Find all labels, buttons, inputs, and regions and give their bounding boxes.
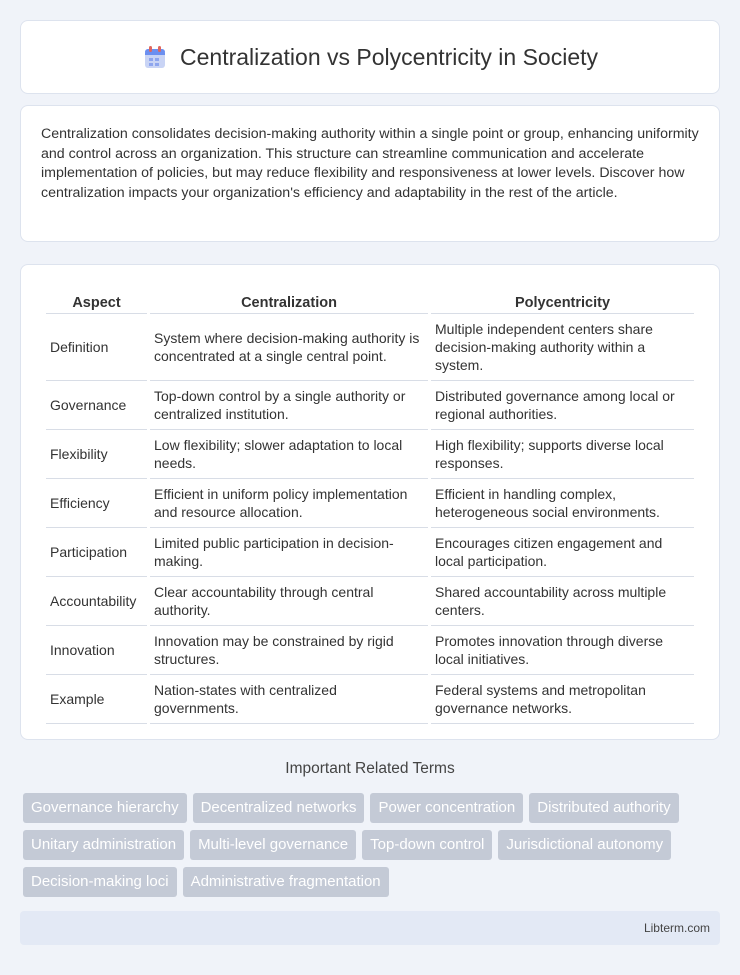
header-card: [20, 20, 720, 94]
polycentricity-cell: High flexibility; supports diverse local responses.: [431, 430, 694, 479]
centralization-cell: Nation-states with centralized governments.: [150, 675, 428, 724]
tag-row: [23, 793, 723, 823]
centralization-cell: System where decision-making authority is concentrated at a single central point.: [150, 314, 428, 381]
table-row: [46, 626, 694, 675]
table-row: [46, 577, 694, 626]
related-terms-list: [23, 793, 723, 904]
polycentricity-cell: Multiple independent centers share decision-making authority within a system.: [431, 314, 694, 381]
related-term-tag[interactable]: Decentralized networks: [193, 793, 365, 823]
aspect-cell: Participation: [46, 528, 147, 577]
aspect-cell: Governance: [46, 381, 147, 430]
polycentricity-cell: Promotes innovation through diverse local initiatives.: [431, 626, 694, 675]
polycentricity-cell: Encourages citizen engagement and local participation.: [431, 528, 694, 577]
aspect-cell: Example: [46, 675, 147, 724]
footer-site-link[interactable]: Libterm.com: [643, 921, 710, 935]
polycentricity-cell: Shared accountability across multiple centers.: [431, 577, 694, 626]
centralization-cell: Innovation may be constrained by rigid structures.: [150, 626, 428, 675]
tag-row: [23, 867, 723, 897]
aspect-cell: Innovation: [46, 626, 147, 675]
aspect-cell: Definition: [46, 314, 147, 381]
centralization-cell: Top-down control by a single authority or centralized institution.: [150, 381, 428, 430]
header-centralization: Centralization: [150, 285, 428, 314]
related-terms-title: Important Related Terms: [285, 760, 455, 777]
table-row: [46, 381, 694, 430]
related-term-tag[interactable]: Power concentration: [370, 793, 523, 823]
header-aspect: Aspect: [46, 285, 147, 314]
centralization-cell: Efficient in uniform policy implementation and resource allocation.: [150, 479, 428, 528]
footer: [20, 911, 720, 945]
related-term-tag[interactable]: Unitary administration: [23, 830, 184, 860]
related-term-tag[interactable]: Decision-making loci: [23, 867, 177, 897]
comparison-table: [43, 285, 697, 724]
intro-paragraph: Centralization consolidates decision-making authority within a single point or group, enhancing uniformity and control across an organization. This structure can streamline communication and accelerate implementation of policies, but may reduce flexibility and responsiveness at lower levels. Discover how centralization impacts your organization's efficiency and adaptability in the rest of the article.: [41, 126, 699, 201]
polycentricity-cell: Efficient in handling complex, heterogeneous social environments.: [431, 479, 694, 528]
related-term-tag[interactable]: Administrative fragmentation: [183, 867, 389, 897]
related-term-tag[interactable]: Distributed authority: [529, 793, 678, 823]
centralization-cell: Low flexibility; slower adaptation to local needs.: [150, 430, 428, 479]
aspect-cell: Efficiency: [46, 479, 147, 528]
polycentricity-cell: Distributed governance among local or regional authorities.: [431, 381, 694, 430]
table-header-row: [46, 285, 694, 314]
comparison-card: [20, 264, 720, 740]
related-term-tag[interactable]: Governance hierarchy: [23, 793, 187, 823]
table-row: [46, 430, 694, 479]
intro-card: [20, 105, 720, 242]
related-term-tag[interactable]: Top-down control: [362, 830, 492, 860]
centralization-cell: Clear accountability through central authority.: [150, 577, 428, 626]
aspect-cell: Accountability: [46, 577, 147, 626]
table-row: [46, 675, 694, 724]
polycentricity-cell: Federal systems and metropolitan governance networks.: [431, 675, 694, 724]
related-term-tag[interactable]: Multi-level governance: [190, 830, 356, 860]
aspect-cell: Flexibility: [46, 430, 147, 479]
table-row: [46, 479, 694, 528]
calendar-icon: [142, 44, 168, 70]
header-polycentricity: Polycentricity: [431, 285, 694, 314]
table-row: [46, 528, 694, 577]
table-row: [46, 314, 694, 381]
page-title: Centralization vs Polycentricity in Society: [180, 43, 598, 70]
tag-row: [23, 830, 723, 860]
related-term-tag[interactable]: Jurisdictional autonomy: [498, 830, 671, 860]
centralization-cell: Limited public participation in decision-making.: [150, 528, 428, 577]
